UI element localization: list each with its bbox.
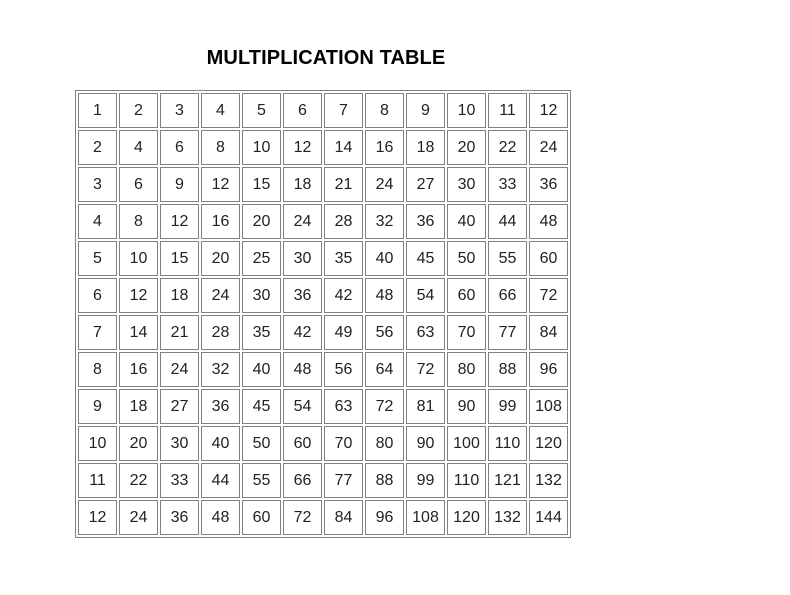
table-cell: 30 <box>160 426 199 461</box>
table-cell: 40 <box>447 204 486 239</box>
table-cell: 20 <box>201 241 240 276</box>
table-cell: 60 <box>283 426 322 461</box>
table-cell: 27 <box>406 167 445 202</box>
table-cell: 32 <box>365 204 404 239</box>
table-cell: 80 <box>365 426 404 461</box>
table-cell: 72 <box>529 278 568 313</box>
table-cell: 8 <box>119 204 158 239</box>
table-cell: 48 <box>201 500 240 535</box>
table-cell: 77 <box>488 315 527 350</box>
table-cell: 108 <box>406 500 445 535</box>
table-cell: 36 <box>160 500 199 535</box>
table-cell: 5 <box>78 241 117 276</box>
table-cell: 30 <box>447 167 486 202</box>
table-cell: 90 <box>406 426 445 461</box>
table-cell: 144 <box>529 500 568 535</box>
table-cell: 22 <box>119 463 158 498</box>
table-cell: 56 <box>365 315 404 350</box>
table-cell: 1 <box>78 93 117 128</box>
table-cell: 5 <box>242 93 281 128</box>
table-cell: 10 <box>447 93 486 128</box>
table-row <box>78 500 568 535</box>
table-cell: 50 <box>242 426 281 461</box>
table-cell: 60 <box>242 500 281 535</box>
table-cell: 22 <box>488 130 527 165</box>
table-row <box>78 93 568 128</box>
table-cell: 108 <box>529 389 568 424</box>
table-cell: 55 <box>242 463 281 498</box>
table-cell: 25 <box>242 241 281 276</box>
table-cell: 66 <box>488 278 527 313</box>
table-row <box>78 130 568 165</box>
table-cell: 30 <box>283 241 322 276</box>
table-cell: 96 <box>365 500 404 535</box>
table-cell: 16 <box>119 352 158 387</box>
table-cell: 18 <box>283 167 322 202</box>
table-cell: 12 <box>160 204 199 239</box>
table-cell: 99 <box>406 463 445 498</box>
table-cell: 33 <box>160 463 199 498</box>
table-cell: 3 <box>78 167 117 202</box>
table-cell: 36 <box>283 278 322 313</box>
table-cell: 88 <box>488 352 527 387</box>
table-cell: 72 <box>406 352 445 387</box>
table-cell: 90 <box>447 389 486 424</box>
table-cell: 24 <box>160 352 199 387</box>
table-cell: 4 <box>78 204 117 239</box>
table-cell: 7 <box>78 315 117 350</box>
table-cell: 54 <box>283 389 322 424</box>
table-cell: 121 <box>488 463 527 498</box>
table-cell: 9 <box>78 389 117 424</box>
table-cell: 12 <box>201 167 240 202</box>
table-cell: 9 <box>160 167 199 202</box>
table-cell: 96 <box>529 352 568 387</box>
table-cell: 99 <box>488 389 527 424</box>
table-cell: 36 <box>529 167 568 202</box>
table-cell: 36 <box>406 204 445 239</box>
table-cell: 40 <box>242 352 281 387</box>
table-cell: 64 <box>365 352 404 387</box>
table-cell: 12 <box>283 130 322 165</box>
table-cell: 72 <box>283 500 322 535</box>
page-title: MULTIPLICATION TABLE <box>206 47 446 69</box>
table-cell: 84 <box>529 315 568 350</box>
table-cell: 18 <box>119 389 158 424</box>
table-cell: 24 <box>119 500 158 535</box>
table-cell: 63 <box>406 315 445 350</box>
table-cell: 44 <box>488 204 527 239</box>
table-cell: 18 <box>160 278 199 313</box>
table-row <box>78 352 568 387</box>
table-cell: 20 <box>447 130 486 165</box>
table-cell: 60 <box>529 241 568 276</box>
table-cell: 20 <box>119 426 158 461</box>
table-cell: 48 <box>365 278 404 313</box>
table-cell: 120 <box>529 426 568 461</box>
table-cell: 8 <box>78 352 117 387</box>
table-cell: 10 <box>242 130 281 165</box>
table-cell: 110 <box>447 463 486 498</box>
table-cell: 56 <box>324 352 363 387</box>
table-cell: 2 <box>119 93 158 128</box>
table-body <box>78 93 568 535</box>
table-cell: 81 <box>406 389 445 424</box>
table-cell: 27 <box>160 389 199 424</box>
table-cell: 14 <box>324 130 363 165</box>
table-cell: 72 <box>365 389 404 424</box>
table-cell: 12 <box>119 278 158 313</box>
table-cell: 20 <box>242 204 281 239</box>
table-cell: 24 <box>529 130 568 165</box>
table-cell: 35 <box>324 241 363 276</box>
table-row <box>78 167 568 202</box>
table-cell: 55 <box>488 241 527 276</box>
table-row <box>78 315 568 350</box>
table-cell: 70 <box>447 315 486 350</box>
table-cell: 6 <box>283 93 322 128</box>
table-cell: 10 <box>78 426 117 461</box>
table-cell: 12 <box>529 93 568 128</box>
table-row <box>78 426 568 461</box>
table-cell: 6 <box>119 167 158 202</box>
table-cell: 132 <box>488 500 527 535</box>
table-cell: 16 <box>365 130 404 165</box>
table-cell: 42 <box>283 315 322 350</box>
table-cell: 24 <box>365 167 404 202</box>
table-row <box>78 278 568 313</box>
table-cell: 24 <box>283 204 322 239</box>
table-cell: 10 <box>119 241 158 276</box>
table-cell: 15 <box>160 241 199 276</box>
table-row <box>78 241 568 276</box>
table-row <box>78 389 568 424</box>
table-cell: 66 <box>283 463 322 498</box>
table-row <box>78 204 568 239</box>
table-cell: 36 <box>201 389 240 424</box>
table-cell: 70 <box>324 426 363 461</box>
table-cell: 16 <box>201 204 240 239</box>
multiplication-table <box>75 90 571 538</box>
table-cell: 15 <box>242 167 281 202</box>
table-cell: 63 <box>324 389 363 424</box>
table-cell: 28 <box>324 204 363 239</box>
table-cell: 54 <box>406 278 445 313</box>
table-cell: 12 <box>78 500 117 535</box>
table-cell: 84 <box>324 500 363 535</box>
table-cell: 80 <box>447 352 486 387</box>
table-cell: 132 <box>529 463 568 498</box>
table-cell: 21 <box>160 315 199 350</box>
table-cell: 8 <box>365 93 404 128</box>
table-row <box>78 463 568 498</box>
table-cell: 3 <box>160 93 199 128</box>
table-cell: 18 <box>406 130 445 165</box>
table-cell: 6 <box>78 278 117 313</box>
table-cell: 45 <box>406 241 445 276</box>
table-cell: 40 <box>201 426 240 461</box>
table-cell: 48 <box>529 204 568 239</box>
table-cell: 60 <box>447 278 486 313</box>
table-cell: 28 <box>201 315 240 350</box>
table-cell: 2 <box>78 130 117 165</box>
table-cell: 30 <box>242 278 281 313</box>
table-cell: 100 <box>447 426 486 461</box>
table-cell: 77 <box>324 463 363 498</box>
table-cell: 45 <box>242 389 281 424</box>
table-cell: 49 <box>324 315 363 350</box>
table-cell: 48 <box>283 352 322 387</box>
table-cell: 4 <box>201 93 240 128</box>
table-cell: 21 <box>324 167 363 202</box>
table-cell: 120 <box>447 500 486 535</box>
table-cell: 88 <box>365 463 404 498</box>
table-cell: 32 <box>201 352 240 387</box>
table-cell: 35 <box>242 315 281 350</box>
table-cell: 44 <box>201 463 240 498</box>
table-cell: 9 <box>406 93 445 128</box>
table-cell: 50 <box>447 241 486 276</box>
table-cell: 6 <box>160 130 199 165</box>
table-cell: 14 <box>119 315 158 350</box>
table-cell: 40 <box>365 241 404 276</box>
table-cell: 24 <box>201 278 240 313</box>
table-cell: 11 <box>78 463 117 498</box>
table-cell: 42 <box>324 278 363 313</box>
table-cell: 8 <box>201 130 240 165</box>
table-cell: 33 <box>488 167 527 202</box>
table-cell: 110 <box>488 426 527 461</box>
table-cell: 4 <box>119 130 158 165</box>
table-cell: 11 <box>488 93 527 128</box>
table-cell: 7 <box>324 93 363 128</box>
